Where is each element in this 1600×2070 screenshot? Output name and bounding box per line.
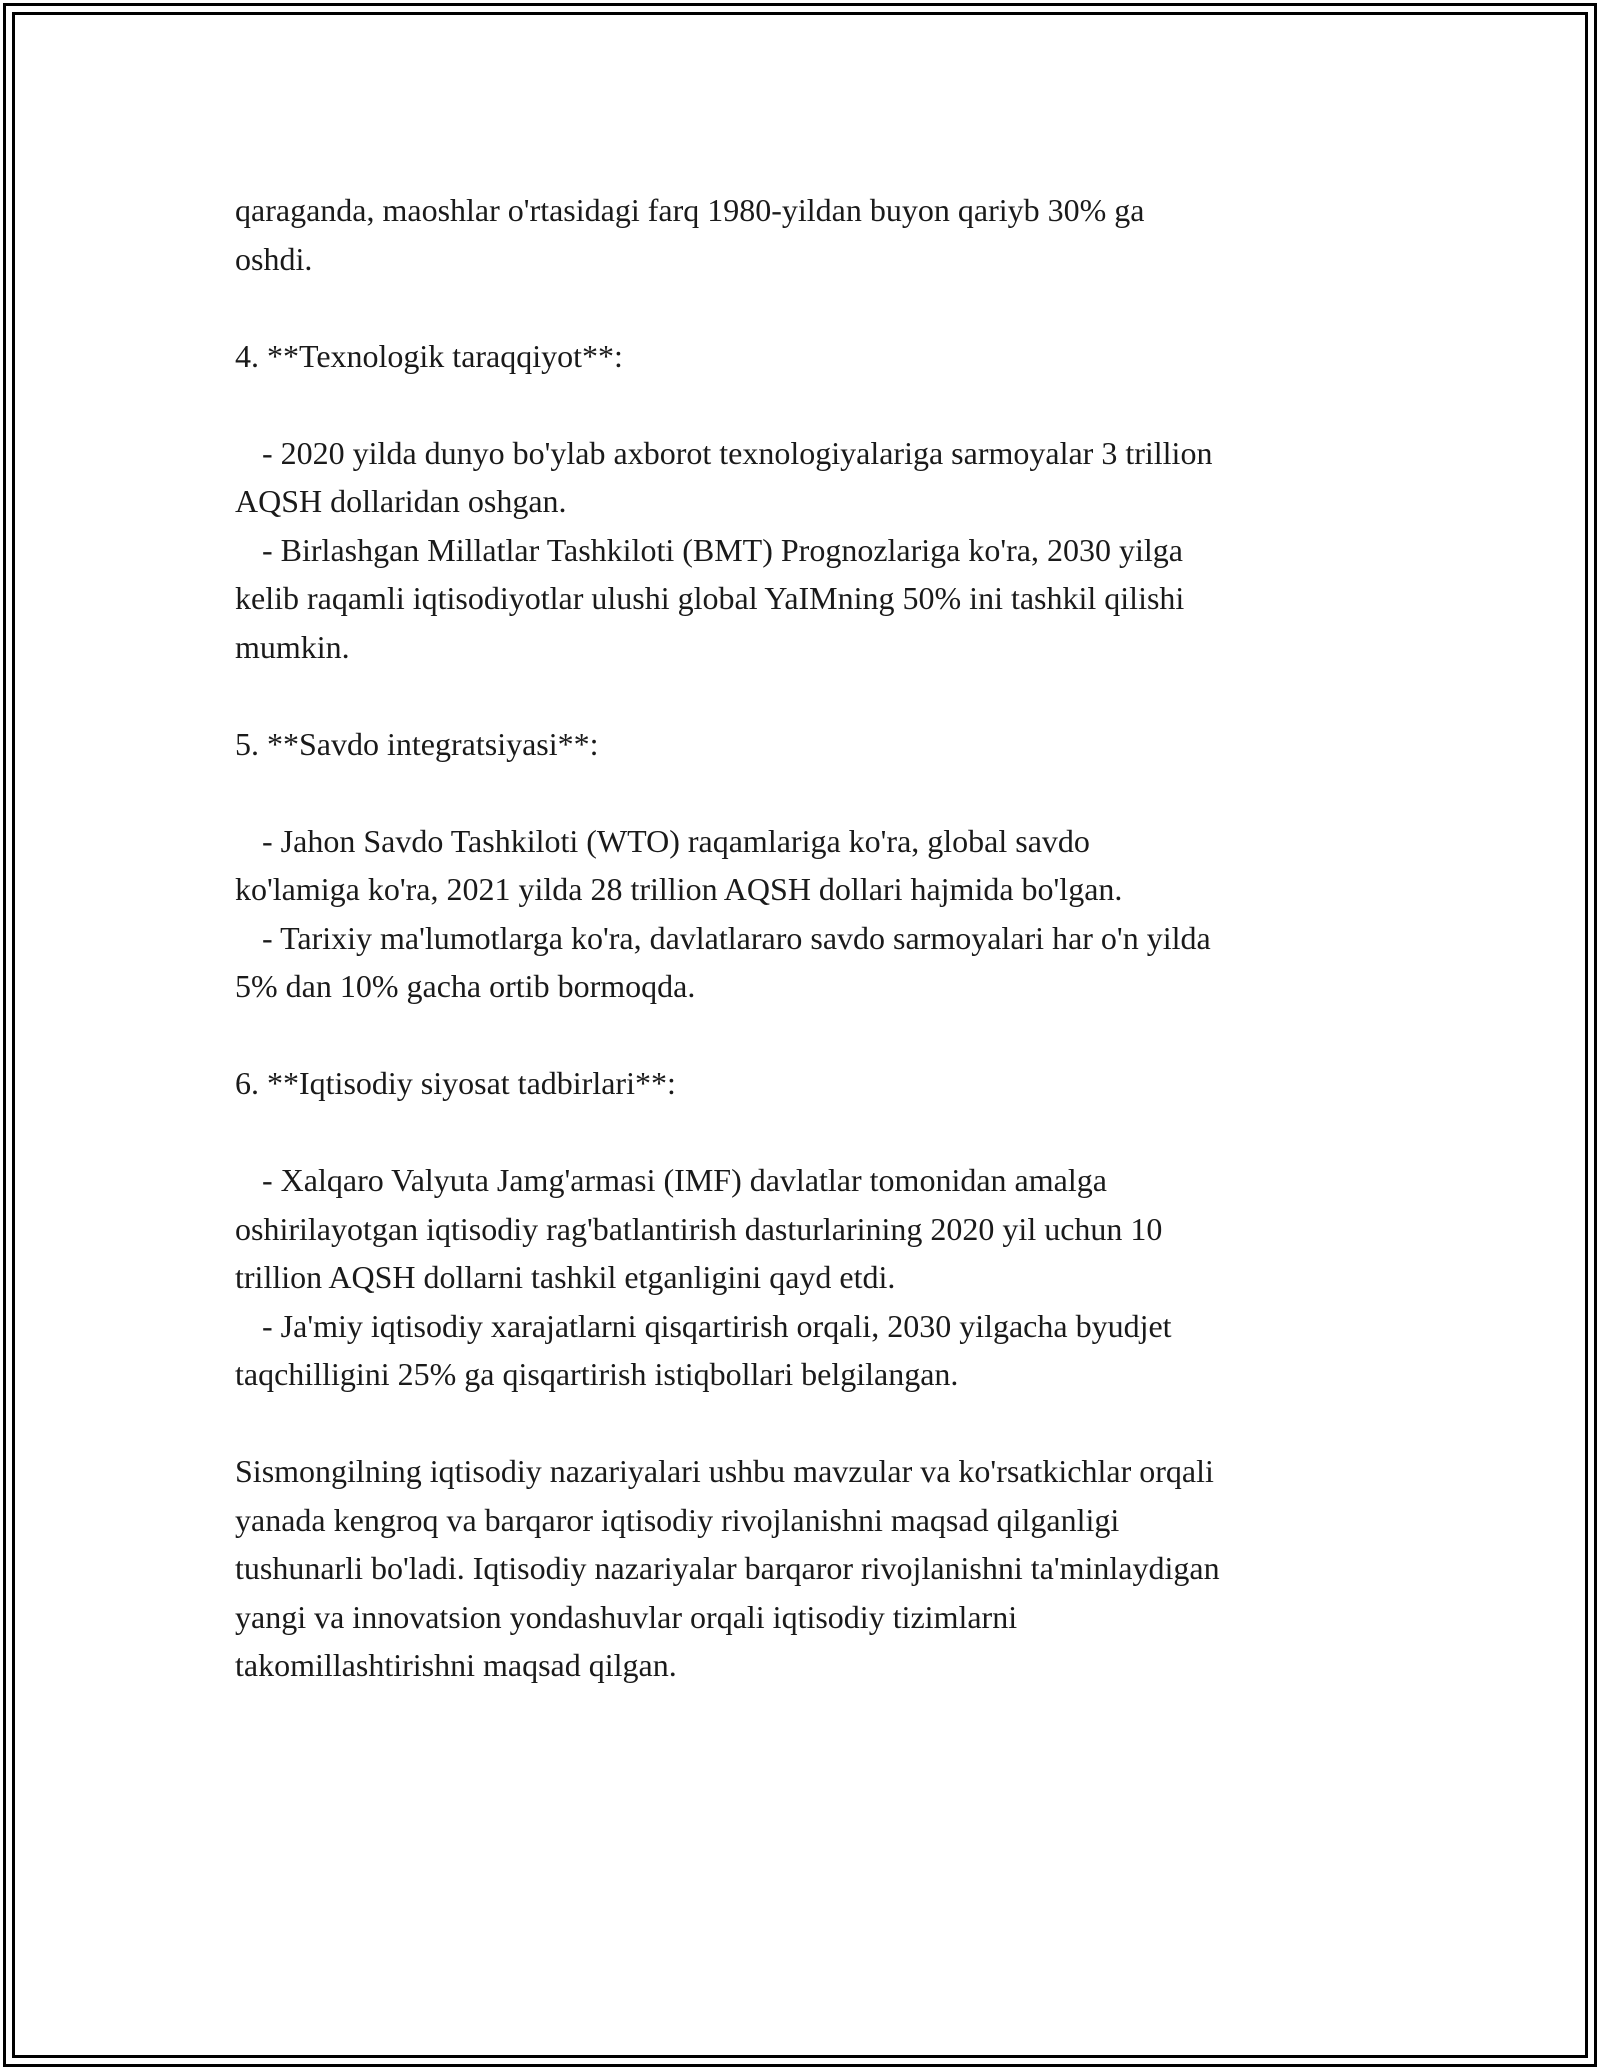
paragraph-line: 5% dan 10% gacha ortib bormoqda. <box>235 968 696 1004</box>
bullet-line: - 2020 yilda dunyo bo'ylab axborot texnologiyalariga sarmoyalar 3 trillion <box>262 434 1213 471</box>
blank-line <box>235 1011 1385 1060</box>
paragraph-line: mumkin. <box>235 628 350 665</box>
blank-line <box>235 1399 1385 1448</box>
paragraph-line: kelib raqamli iqtisodiyotlar ulushi global YaIMning 50% ini tashkil qilishi <box>235 580 1185 616</box>
bullet-line: - Xalqaro Valyuta Jamg'armasi (IMF) davlatlar tomonidan amalga <box>262 1162 1107 1198</box>
document-body <box>235 186 1385 1690</box>
blank-line <box>235 671 1385 720</box>
section-heading: 5. **Savdo integratsiyasi**: <box>235 725 599 762</box>
paragraph-line: yangi va innovatsion yondashuvlar orqali iqtisodiy tizimlarni <box>235 1598 1018 1635</box>
paragraph-line: tushunarli bo'ladi. Iqtisodiy nazariyalar barqaror rivojlanishni ta'minlaydigan <box>235 1550 1220 1586</box>
paragraph-line: yanada kengroq va barqaror iqtisodiy rivojlanishni maqsad qilganligi <box>235 1501 1120 1538</box>
blank-line <box>235 380 1385 429</box>
bullet-line: - Birlashgan Millatlar Tashkiloti (BMT) Prognozlariga ko'ra, 2030 yilga <box>262 531 1183 568</box>
blank-line <box>235 1108 1385 1157</box>
paragraph-line: oshdi. <box>235 240 313 277</box>
paragraph-line: qaraganda, maoshlar o'rtasidagi farq 1980-yildan buyon qariyb 30% ga <box>235 192 1145 228</box>
bullet-line: - Ja'miy iqtisodiy xarajatlarni qisqartirish orqali, 2030 yilgacha byudjet <box>262 1307 1172 1344</box>
bullet-line: - Tarixiy ma'lumotlarga ko'ra, davlatlararo savdo sarmoyalari har o'n yilda <box>262 919 1211 956</box>
paragraph-line: Sismongilning iqtisodiy nazariyalari ushbu mavzular va ko'rsatkichlar orqali <box>235 1453 1214 1489</box>
paragraph-line: ko'lamiga ko'ra, 2021 yilda 28 trillion AQSH dollari hajmida bo'lgan. <box>235 871 1123 907</box>
paragraph-line: taqchilligini 25% ga qisqartirish istiqbollari belgilangan. <box>235 1356 959 1392</box>
paragraph-line: oshirilayotgan iqtisodiy rag'batlantirish dasturlarining 2020 yil uchun 10 <box>235 1210 1163 1247</box>
paragraph-line: AQSH dollaridan oshgan. <box>235 483 567 519</box>
paragraph-line: trillion AQSH dollarni tashkil etganligini qayd etdi. <box>235 1259 896 1295</box>
bullet-line: - Jahon Savdo Tashkiloti (WTO) raqamlariga ko'ra, global savdo <box>262 822 1090 859</box>
blank-line <box>235 768 1385 817</box>
paragraph-line: takomillashtirishni maqsad qilgan. <box>235 1647 677 1683</box>
section-heading: 4. **Texnologik taraqqiyot**: <box>235 337 623 374</box>
section-heading: 6. **Iqtisodiy siyosat tadbirlari**: <box>235 1065 676 1101</box>
blank-line <box>235 283 1385 332</box>
